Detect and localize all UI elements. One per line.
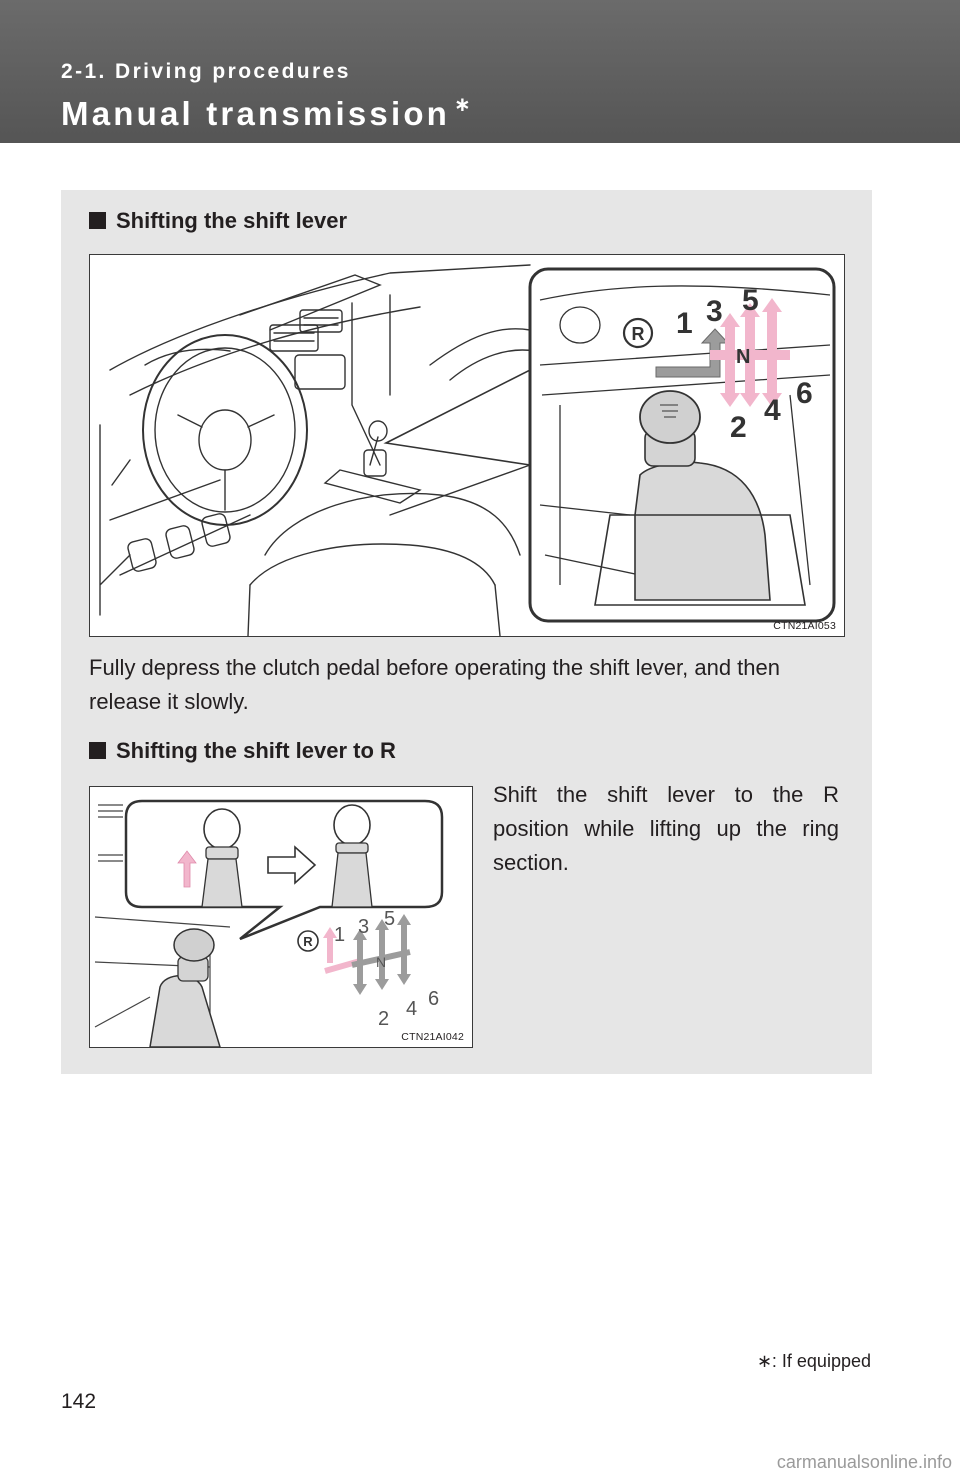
title-mark: ∗: [454, 94, 471, 116]
gate-label-n: N: [376, 954, 387, 970]
gate-label-1: 1: [334, 924, 346, 946]
heading-bullet: [89, 742, 106, 759]
shift-to-r-instructions: Shift the shift lever to the R position while lifting up the ring section.: [493, 782, 839, 875]
gate-label-4: 4: [406, 998, 418, 1020]
gate-label-5: 5: [384, 908, 396, 930]
gate-label-6: 6: [428, 988, 440, 1010]
heading-text: Shifting the shift lever to R: [116, 738, 396, 763]
gate-label-n: N: [736, 346, 751, 368]
page-number: 142: [61, 1390, 97, 1413]
figure-code: CTN21AI042: [401, 1031, 464, 1043]
section-label: 2-1. Driving procedures: [61, 60, 351, 83]
gate-label-3: 3: [358, 916, 370, 938]
gate-label-4: 4: [764, 394, 781, 427]
gate-label-5: 5: [742, 284, 759, 317]
footnote: ∗: If equipped: [756, 1351, 871, 1371]
gate-label-2: 2: [378, 1008, 390, 1030]
heading-text: Shifting the shift lever: [116, 208, 348, 233]
figure-shift-lever: [89, 254, 845, 637]
gate-label-3: 3: [706, 295, 723, 328]
section-heading-shift-lever: [89, 208, 347, 234]
figure-shift-lever-illustration: [90, 255, 844, 636]
figure-code: CTN21AI053: [773, 620, 836, 632]
figure-shift-to-r-illustration: [90, 787, 472, 1047]
shift-lever-instructions: Fully depress the clutch pedal before operating the shift lever, and then release it slowly.: [89, 655, 780, 714]
page-header: [0, 0, 960, 143]
watermark: carmanualsonline.info: [776, 1452, 952, 1472]
heading-bullet: [89, 212, 106, 229]
gate-label-r: R: [303, 934, 313, 949]
figure-shift-to-r: [89, 786, 473, 1048]
gate-label-r: R: [631, 324, 645, 344]
page-title-text: Manual transmission: [61, 95, 451, 132]
gate-label-1: 1: [676, 307, 693, 340]
section-heading-shift-to-r: [89, 738, 396, 764]
page-title: [61, 92, 471, 133]
gate-label-6: 6: [796, 377, 813, 410]
content-panel: [61, 190, 872, 1074]
gate-label-2: 2: [730, 411, 747, 444]
